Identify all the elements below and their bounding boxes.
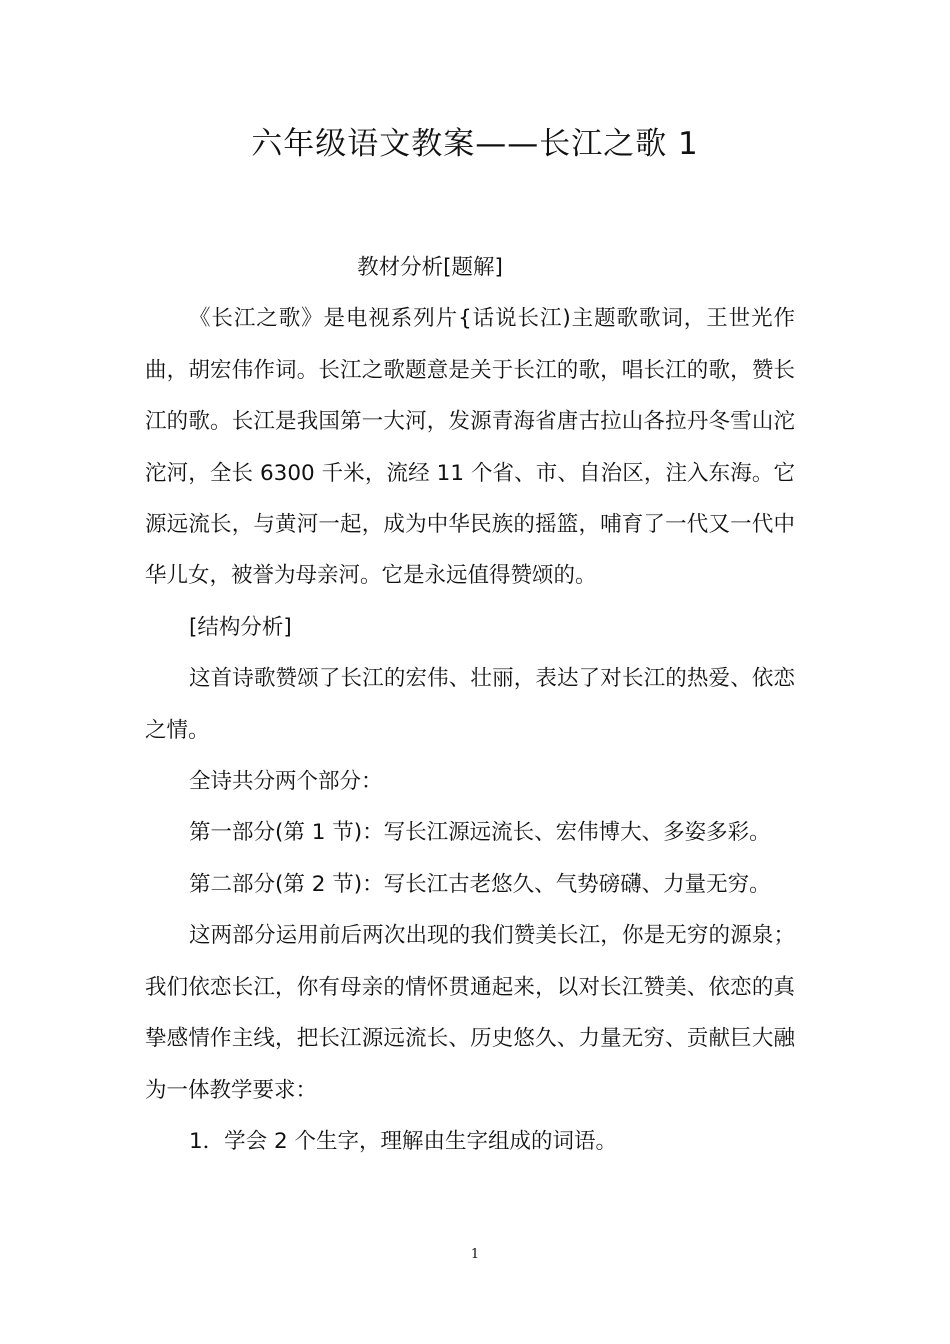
section-heading-structure-analysis: [结构分析] <box>189 614 292 640</box>
paragraph-connection: 这两部分运用前后两次出现的我们赞美长江，你是无穷的源泉；我们依恋长江，你有母亲的情怀贯通起来，以对长江赞美、依恋的真挚感情作主线，把长江源远流长、历史悠久、力量无穷、贡献巨大融为一体教学要求： <box>145 923 795 1103</box>
page-number: 1 <box>470 1247 480 1262</box>
document-title: 六年级语文教案——长江之歌 1 <box>251 126 699 162</box>
paragraph-theme: 这首诗歌赞颂了长江的宏伟、壮丽，表达了对长江的热爱、依恋之情。 <box>145 666 795 743</box>
paragraph-introduction: 《长江之歌》是电视系列片{话说长江)主题歌歌词，王世光作曲，胡宏伟作词。长江之歌题意是关于长江的歌，唱长江的歌，赞长江的歌。长江是我国第一大河，发源青海省唐古拉山各拉丹冬雪山沱沱河，全长 6300 千米，流经 11 个省、市、自治区，注入东海。它源远流长，与黄河一起，成为中华民族的摇篮，哺育了一代又一代中华儿女，被誉为母亲河。它是永远值得赞颂的。 <box>145 306 795 589</box>
section-heading-textbook-analysis: 教材分析[题解] <box>357 255 503 280</box>
paragraph-part-one: 第一部分(第 1 节)：写长江源远流长、宏伟博大、多姿多彩。 <box>189 820 771 846</box>
paragraph-parts-overview: 全诗共分两个部分： <box>189 769 383 795</box>
document-body <box>145 242 795 1167</box>
paragraph-requirement-one: 1．学会 2 个生字，理解由生字组成的词语。 <box>189 1128 618 1154</box>
paragraph-part-two: 第二部分(第 2 节)：写长江古老悠久、气势磅礴、力量无穷。 <box>189 871 771 897</box>
